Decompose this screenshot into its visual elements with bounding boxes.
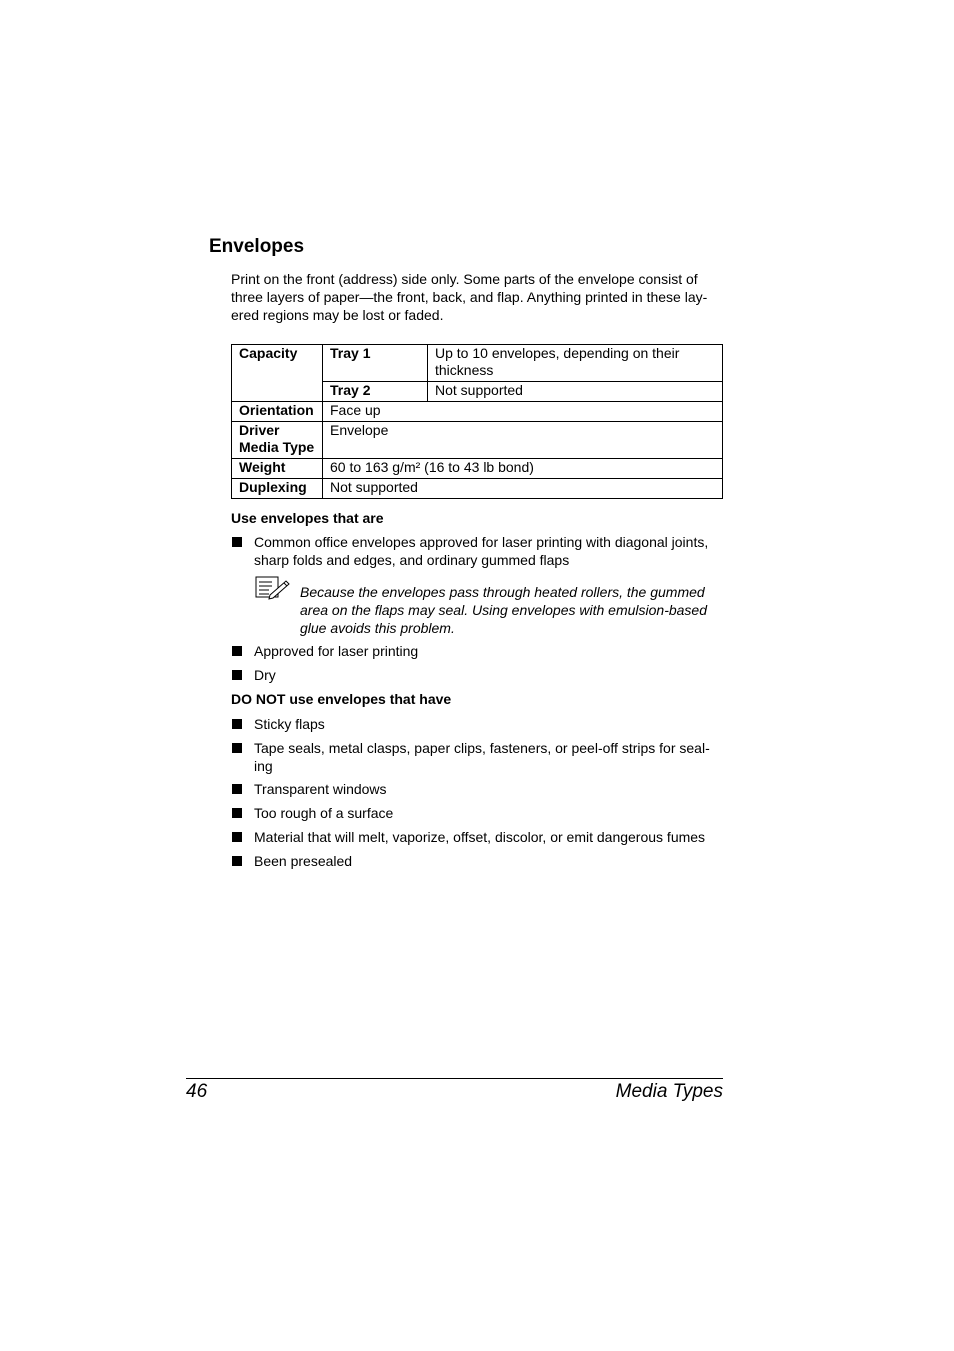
table-row	[232, 479, 723, 499]
driver-label-line: Driver	[239, 422, 280, 438]
tray1-value-line: thickness	[435, 362, 494, 378]
list-item-text: Transparent windows	[254, 781, 387, 797]
note-line: glue avoids this problem.	[300, 620, 455, 636]
bullet-icon	[232, 646, 242, 656]
list-item-text: sharp folds and edges, and ordinary gummed flaps	[254, 552, 570, 568]
driver-media-type-label	[232, 422, 323, 459]
weight-value: 60 to 163 g/m² (16 to 43 lb bond)	[323, 459, 723, 479]
weight-label: Weight	[232, 459, 323, 479]
intro-line: Print on the front (address) side only. Some parts of the envelope consist of	[231, 271, 698, 287]
driver-label-line: Media Type	[239, 439, 315, 455]
avoid-heading: DO NOT use envelopes that have	[231, 691, 452, 707]
section-title: Envelopes	[209, 236, 305, 257]
page-number: 46	[186, 1081, 208, 1102]
tray2-label: Tray 2	[323, 382, 428, 402]
driver-media-type-value: Envelope	[323, 422, 723, 459]
intro-line: ered regions may be lost or faded.	[231, 307, 444, 323]
bullet-icon	[232, 670, 242, 680]
duplexing-label: Duplexing	[232, 479, 323, 499]
tray1-value	[428, 345, 723, 382]
list-item-text: Been presealed	[254, 853, 353, 869]
bullet-icon	[232, 808, 242, 818]
orientation-value: Face up	[323, 402, 723, 422]
list-item-text: Material that will melt, vaporize, offset, discolor, or emit dangerous fumes	[254, 829, 706, 845]
tray1-label: Tray 1	[323, 345, 428, 382]
bullet-icon	[232, 832, 242, 842]
intro-line: three layers of paper—the front, back, and flap. Anything printed in these lay-	[231, 289, 708, 305]
list-item-text: Common office envelopes approved for laser printing with diagonal joints,	[254, 534, 709, 550]
duplexing-value: Not supported	[323, 479, 723, 499]
list-item-text: Approved for laser printing	[254, 643, 419, 659]
bullet-icon	[232, 856, 242, 866]
list-item-text: Too rough of a surface	[254, 805, 394, 821]
note-pencil-icon	[255, 576, 291, 600]
table-row	[232, 345, 723, 382]
list-item-text: Tape seals, metal clasps, paper clips, fasteners, or peel-off strips for seal-	[254, 740, 710, 756]
use-heading: Use envelopes that are	[231, 510, 384, 526]
footer-divider	[186, 1078, 723, 1079]
list-item-text: ing	[254, 758, 273, 774]
bullet-icon	[232, 719, 242, 729]
envelope-specs-table	[231, 344, 723, 499]
list-item-text: Sticky flaps	[254, 716, 325, 732]
bullet-icon	[232, 537, 242, 547]
bullet-icon	[232, 784, 242, 794]
list-item-text: Dry	[254, 667, 276, 683]
tray1-value-line: Up to 10 envelopes, depending on their	[435, 345, 680, 361]
note-line: area on the flaps may seal. Using envelopes with emulsion-based	[300, 602, 708, 618]
note-text	[300, 583, 724, 637]
table-row	[232, 459, 723, 479]
table-row	[232, 402, 723, 422]
orientation-label: Orientation	[232, 402, 323, 422]
table-row	[232, 422, 723, 459]
bullet-icon	[232, 743, 242, 753]
tray2-value: Not supported	[428, 382, 723, 402]
intro-paragraph	[231, 270, 723, 324]
note-line: Because the envelopes pass through heated rollers, the gummed	[300, 584, 705, 600]
capacity-label: Capacity	[232, 345, 323, 402]
footer-section-name: Media Types	[615, 1081, 723, 1102]
